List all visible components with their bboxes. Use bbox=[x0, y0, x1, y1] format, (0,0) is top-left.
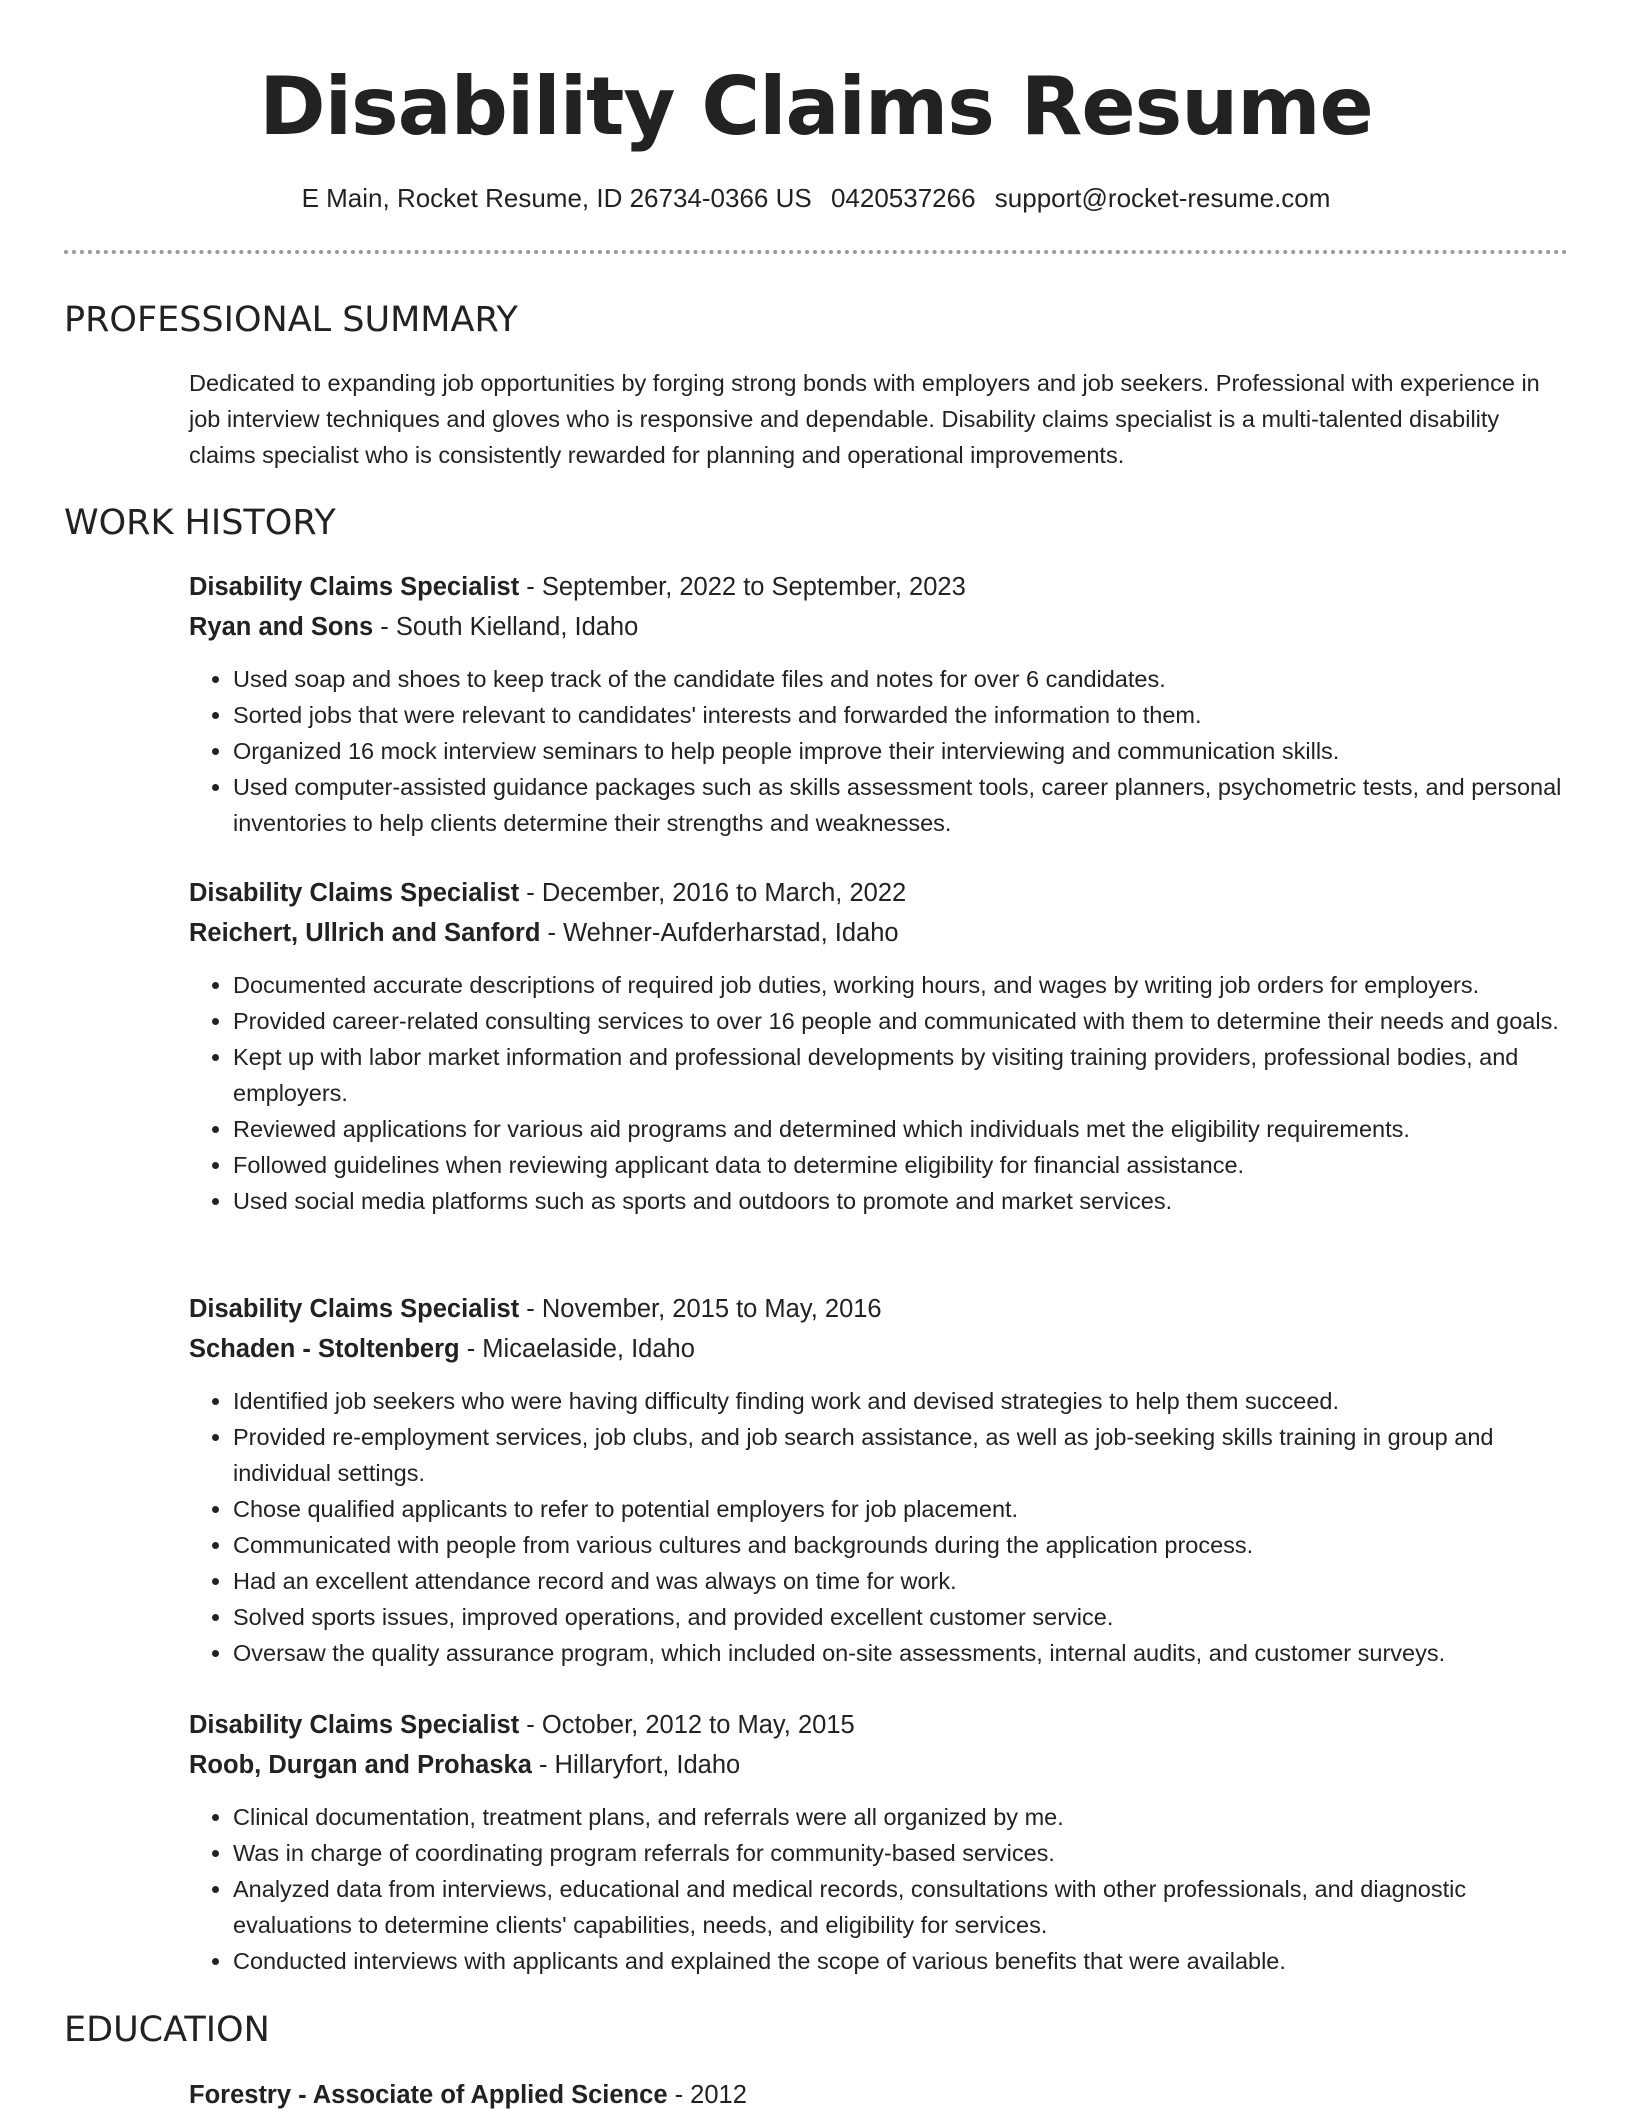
job-role: Disability Claims Specialist bbox=[189, 1295, 520, 1323]
job-bullet: • Used social media platforms such as sports and outdoors to promote and market services. bbox=[233, 1183, 1569, 1219]
job-role-line bbox=[189, 873, 1569, 913]
job-company-line bbox=[189, 1329, 1569, 1369]
education-entry bbox=[189, 2075, 1569, 2115]
job-bullet: • Sorted jobs that were relevant to candidates' interests and forwarded the information to them. bbox=[233, 697, 1569, 733]
job-bullets bbox=[189, 1799, 1569, 1979]
job-entry bbox=[189, 567, 1569, 841]
job-bullet: • Analyzed data from interviews, educational and medical records, consultations with other professionals, and diagnostic evaluations to determine clients' capabilities, needs, and eligibility for services. bbox=[233, 1871, 1569, 1943]
job-company-line bbox=[189, 607, 1569, 647]
job-role: Disability Claims Specialist bbox=[189, 879, 520, 907]
job-role-line bbox=[189, 1705, 1569, 1745]
job-bullet: • Had an excellent attendance record and was always on time for work. bbox=[233, 1563, 1569, 1599]
job-bullet: • Reviewed applications for various aid programs and determined which individuals met the eligibility requirements. bbox=[233, 1111, 1569, 1147]
contact-address: E Main, Rocket Resume, ID 26734-0366 US bbox=[301, 183, 812, 213]
job-role: Disability Claims Specialist bbox=[189, 1711, 520, 1739]
contact-phone: 0420537266 bbox=[830, 183, 976, 213]
job-bullet: • Communicated with people from various cultures and backgrounds during the application process. bbox=[233, 1527, 1569, 1563]
job-bullet: • Documented accurate descriptions of required job duties, working hours, and wages by writing job orders for employers. bbox=[233, 967, 1569, 1003]
job-dates: - December, 2016 to March, 2022 bbox=[519, 879, 907, 907]
job-location: - Wehner-Aufderharstad, Idaho bbox=[540, 919, 899, 947]
job-bullet: • Provided career-related consulting services to over 16 people and communicated with them to determine their needs and goals. bbox=[233, 1003, 1569, 1039]
job-bullet: • Conducted interviews with applicants and explained the scope of various benefits that were available. bbox=[233, 1943, 1569, 1979]
education-line bbox=[189, 2075, 1569, 2115]
job-bullet: • Solved sports issues, improved operations, and provided excellent customer service. bbox=[233, 1599, 1569, 1635]
contact-email: support@rocket-resume.com bbox=[994, 183, 1331, 213]
job-company-line bbox=[189, 913, 1569, 953]
job-company: Schaden - Stoltenberg bbox=[189, 1335, 460, 1363]
job-entry bbox=[189, 873, 1569, 1219]
job-entry bbox=[189, 1289, 1569, 1671]
header-divider bbox=[64, 250, 1568, 254]
resume-title: Disability Claims Resume bbox=[259, 60, 1373, 153]
job-bullet: • Chose qualified applicants to refer to potential employers for job placement. bbox=[233, 1491, 1569, 1527]
job-company: Ryan and Sons bbox=[189, 613, 374, 641]
job-location: - Micaelaside, Idaho bbox=[459, 1335, 695, 1363]
section-title-education: EDUCATION bbox=[64, 2010, 270, 2050]
job-bullet: • Used computer-assisted guidance packages such as skills assessment tools, career planners, psychometric tests, and personal inventories to help clients determine their strengths and weaknesses. bbox=[233, 769, 1569, 841]
job-location: - South Kielland, Idaho bbox=[373, 613, 639, 641]
job-dates: - November, 2015 to May, 2016 bbox=[519, 1295, 882, 1323]
job-bullets bbox=[189, 1383, 1569, 1671]
job-entry bbox=[189, 1705, 1569, 1979]
job-bullets bbox=[189, 661, 1569, 841]
job-company: Roob, Durgan and Prohaska bbox=[189, 1751, 532, 1779]
job-role: Disability Claims Specialist bbox=[189, 573, 520, 601]
job-bullet: • Oversaw the quality assurance program, which included on-site assessments, internal audits, and customer surveys. bbox=[233, 1635, 1569, 1671]
summary-text: Dedicated to expanding job opportunities by forging strong bonds with employers and job seekers. Professional with experience in job interview techniques and gloves who is responsive and dependable. Disability claims specialist is a multi-talented disability claims specialist who is consistently rewarded for planning and operational improvements. bbox=[189, 370, 1540, 468]
job-bullet: • Used soap and shoes to keep track of the candidate files and notes for over 6 candidates. bbox=[233, 661, 1569, 697]
job-bullet: • Provided re-employment services, job clubs, and job search assistance, as well as job-seeking skills training in group and individual settings. bbox=[233, 1419, 1569, 1491]
job-bullet: • Was in charge of coordinating program referrals for community-based services. bbox=[233, 1835, 1569, 1871]
job-role-line bbox=[189, 1289, 1569, 1329]
job-dates: - October, 2012 to May, 2015 bbox=[519, 1711, 855, 1739]
job-bullets bbox=[189, 967, 1569, 1219]
job-bullet: • Identified job seekers who were having difficulty finding work and devised strategies to help them succeed. bbox=[233, 1383, 1569, 1419]
job-role-line bbox=[189, 567, 1569, 607]
section-title-summary: PROFESSIONAL SUMMARY bbox=[64, 300, 518, 340]
job-bullet: • Followed guidelines when reviewing applicant data to determine eligibility for financial assistance. bbox=[233, 1147, 1569, 1183]
education-degree: Forestry - Associate of Applied Science bbox=[189, 2081, 668, 2109]
job-location: - Hillaryfort, Idaho bbox=[531, 1751, 741, 1779]
job-dates: - September, 2022 to September, 2023 bbox=[519, 573, 966, 601]
job-company-line bbox=[189, 1745, 1569, 1785]
contact-info bbox=[0, 178, 1632, 218]
education-year: - 2012 bbox=[667, 2081, 747, 2109]
job-bullet: • Organized 16 mock interview seminars to help people improve their interviewing and communication skills. bbox=[233, 733, 1569, 769]
job-bullet: • Kept up with labor market information and professional developments by visiting training providers, professional bodies, and employers. bbox=[233, 1039, 1569, 1111]
job-bullet: • Clinical documentation, treatment plans, and referrals were all organized by me. bbox=[233, 1799, 1569, 1835]
section-title-work-history: WORK HISTORY bbox=[64, 503, 336, 543]
job-company: Reichert, Ullrich and Sanford bbox=[189, 919, 541, 947]
